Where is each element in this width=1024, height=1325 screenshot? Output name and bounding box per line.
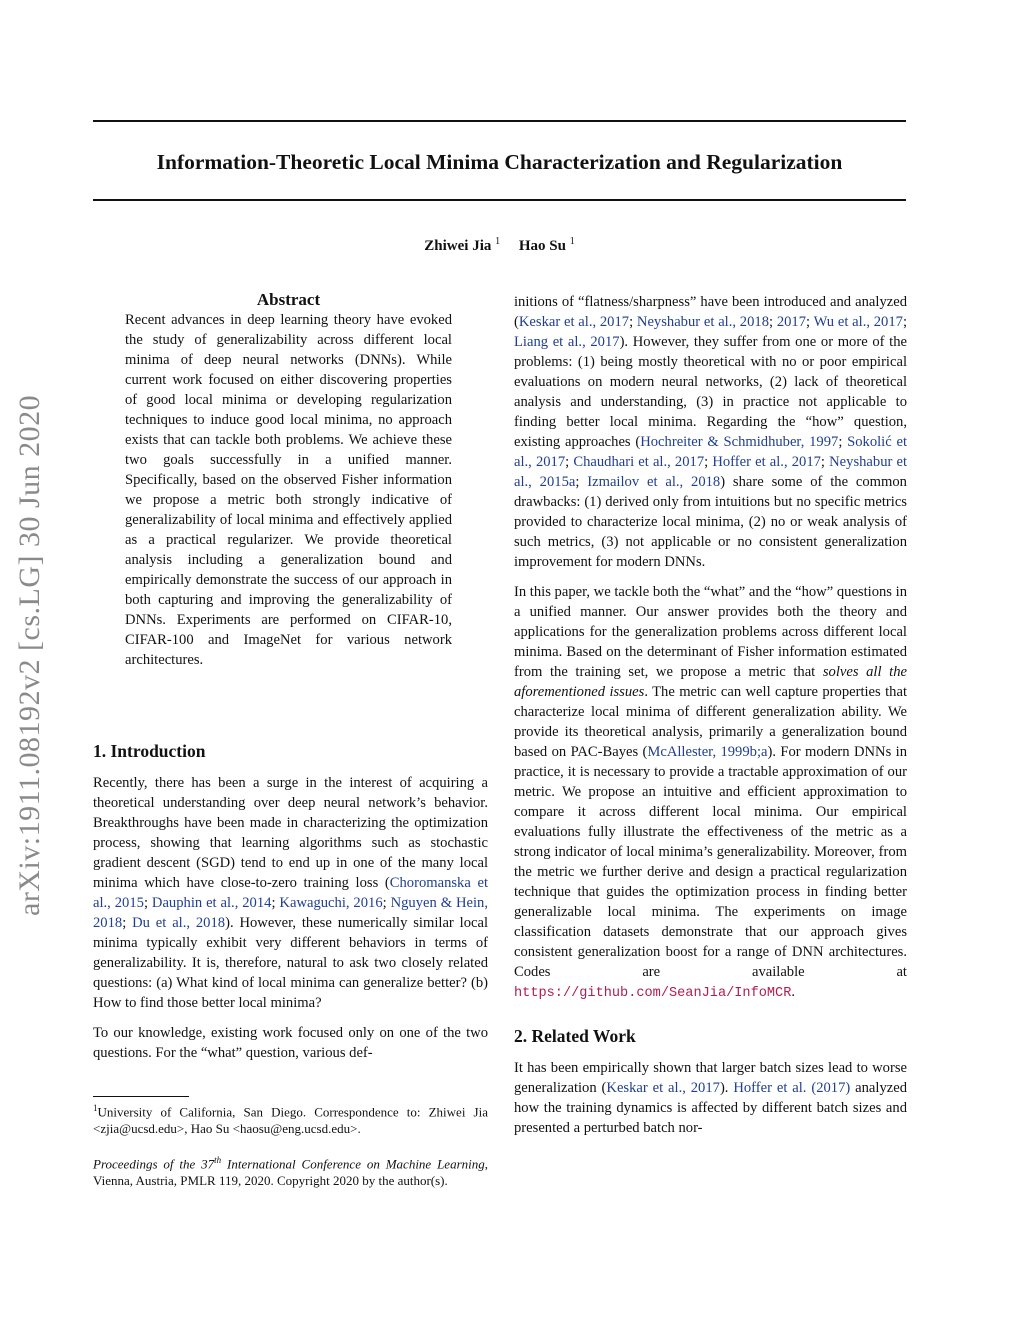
intro-paragraph: Recently, there has been a surge in the interest of acquiring a theoretical understanding over deep neural network’s behavior. Breakthroughs have been made in characterizing the optimization process, showing that learning algorithms such as stochastic gradient descent (SGD) tend to end up in one of the many local minima which have close-to-zero training loss (Choromanska et al., 2015; Dauphin et al., 2014; Kawaguchi, 2016; Nguyen & Hein, 2018; Du et al., 2018). However, these numerically similar local minima typically exhibit very different behaviors in terms of generalizability. It is, therefore, natural to ask two closely related questions: (a) What kind of local minima can generalize better? (b) How to find those better local minima?: [93, 775, 488, 1011]
body-paragraph: initions of “flatness/sharpness” have been introduced and analyzed (Keskar et al., 2017; Neyshabur et al., 2018; 2017; Wu et al., 2017; Liang et al., 2017). However, they suffer from one or more of the problems: (1) being mostly theoretical with no or poor empirical evaluations on modern neural networks, (2) lack of theoretical analysis and understanding, (3) in practice not applicable to finding better local minima. Regarding the “how” question, existing approaches (Hochreiter & Schmidhuber, 1997; Sokolić et al., 2017; Chaudhari et al., 2017; Hoffer et al., 2017; Neyshabur et al., 2015a; Izmailov et al., 2018) share some of the common drawbacks: (1) derived only from intuitions but no specific metrics provided to characterize local minima, (2) no or weak analysis of such metrics, (3) not applicable or no consistent generalization improvement for modern DNNs.: [514, 294, 908, 570]
citation-link[interactable]: Wu et al., 2017: [813, 314, 903, 330]
section-heading-related: 2. Related Work: [514, 1026, 636, 1046]
text-run: , Vienna, Austria, PMLR 119, 2020. Copyright 2020 by the author(s).: [93, 1156, 488, 1189]
title-bottom-rule: [93, 199, 906, 201]
text-run: University of California, San Diego. Correspondence to: Zhiwei Jia <zjia@ucsd.edu>, Hao Su <haosu@eng.ucsd.edu>.: [93, 1104, 488, 1137]
abstract-block: [125, 290, 452, 670]
abstract-text: Recent advances in deep learning theory have evoked the study of generalizability across different local minima of deep neural networks (DNNs). While current work focused on either discovering properties of good local minima or developing regularization techniques to induce good local minima, no approach exists that can tackle both problems. We achieve these two goals successfully in a unified manner. Specifically, based on the observed Fisher information we propose a metric both strongly indicative of generalizability of local minima and effectively applied as a practical regularizer. We provide theoretical analysis including a generalization bound and empirically demonstrate the success of our approach in both capturing and improving the generalizability of DNNs. Experiments are performed on CIFAR-10, CIFAR-100 and ImageNet for various network architectures.: [125, 312, 452, 668]
text-run: ) share some of the common drawbacks: (1) derived only from intuitions but no specific metrics provided to characterize local minima, (2) no or weak analysis of such metrics, (3) not applicable or no consistent generalization improvement for modern DNNs.: [514, 474, 907, 570]
citation-link[interactable]: Hoffer et al., 2017: [712, 454, 821, 470]
text-run: analyzed how the training dynamics is affected by different batch sizes and presented a perturbed batch nor-: [514, 1080, 907, 1136]
body-paragraph: [514, 582, 907, 1004]
citation-link[interactable]: Dauphin et al., 2014: [151, 895, 272, 911]
footnote-proceedings: [93, 1152, 488, 1189]
text-run: ). However, they suffer from one or more of the problems: (1) being mostly theoretical with no or poor empirical evaluations on modern neural networks, (2) lack of theoretical analysis and understanding, (3) in practice not applicable to finding better local minima. Regarding the “how” question, existing approaches (: [514, 334, 907, 450]
author-list: [93, 236, 906, 255]
text-run: Proceedings of the: [93, 1156, 202, 1172]
arxiv-stamp: arXiv:1911.08192v2 [cs.LG] 30 Jun 2020: [13, 394, 46, 916]
text-run: . The metric can well capture properties that characterize local minima of different generalization ability. We provide its theoretical analysis, primarily a generalization bound based on PAC-Bayes (: [514, 684, 907, 760]
title-top-rule: [93, 120, 906, 122]
text-run: International Conference on Machine Learning: [221, 1156, 485, 1172]
citation-link[interactable]: Choromanska et al., 2015: [93, 875, 488, 911]
intro-section: [93, 741, 488, 1063]
text-run: 37: [201, 1156, 215, 1172]
section-heading-intro: 1. Introduction: [93, 741, 206, 761]
citation-link[interactable]: Kawaguchi, 2016: [279, 895, 383, 911]
citation-link[interactable]: Chaudhari et al., 2017: [573, 454, 705, 470]
citation-link[interactable]: Liang et al., 2017: [514, 334, 620, 350]
citation-link[interactable]: Keskar et al., 2017: [518, 314, 630, 330]
text-run: Recently, there has been a surge in the interest of acquiring a theoretical understanding over deep neural network’s behavior. Breakthroughs have been made in characterizing the optimization process, showing that learning algorithms such as stochastic gradient descent (SGD) tend to end up in one of the many local minima which have close-to-zero training loss (: [93, 775, 488, 891]
emphasis-text: solves all the aforementioned issues: [514, 664, 907, 700]
text-run: ). For modern DNNs in practice, it is necessary to provide a tractable approximation of our metric. We propose an intuitive and efficient approximation to compare it across different local minima. Our empirical evaluations fully illustrate the effectiveness of the metric as a strong indicator of local minima’s generalizability. Moreover, from the metric we further derive and design a practical regularization technique that guides the optimization process in finding better generalizable local minima. The experiments on image classification datasets demonstrate that our approach gives consistent generalization boost for a range of DNN architectures. Codes are available at: [514, 744, 907, 980]
text-run: It has been empirically shown that larger batch sizes lead to worse generalization (: [514, 1060, 907, 1096]
body-paragraph: [514, 1058, 907, 1138]
author-affil: 1: [569, 236, 575, 247]
citation-link[interactable]: Keskar et al., 2017: [606, 1080, 720, 1096]
citation-link[interactable]: 2017: [776, 314, 807, 330]
citation-link[interactable]: Nguyen & Hein, 2018: [93, 895, 488, 931]
footnote-mark: 1: [93, 1103, 98, 1113]
text-run: ). However, these numerically similar local minima typically exhibit very different behaviors in terms of generalizability. It is, therefore, natural to ask two closely related questions: (a) What kind of local minima can generalize better? (b) How to find those better local minima?: [93, 915, 488, 1011]
citation-link[interactable]: Du et al., 2018: [132, 915, 226, 931]
citation-link[interactable]: Izmailov et al., 2018: [587, 474, 721, 490]
citation-link[interactable]: Sokolić et al., 2017: [514, 434, 908, 470]
intro-paragraph: To our knowledge, existing work focused only on one of the two questions. For the “what” question, various def-: [93, 1025, 488, 1061]
text-run: initions of “flatness/sharpness” have been introduced and analyzed (: [514, 294, 907, 330]
author-name: Hao Su: [518, 238, 566, 254]
footnote-rule: [93, 1096, 189, 1097]
code-repo-link[interactable]: https://github.com/SeanJia/InfoMCR: [514, 986, 792, 1001]
paper-title: Information-Theoretic Local Minima Characterization and Regularization: [156, 150, 843, 174]
text-run: th: [214, 1155, 222, 1165]
abstract-heading: Abstract: [256, 290, 321, 309]
text-run: ).: [719, 1080, 734, 1096]
text-run: In this paper, we tackle both the “what” and the “how” questions in a unified manner. Our answer provides both the theory and applications for the generalization problems across different local minima. Based on the determinant of Fisher information estimated from the training set, we propose a metric that: [514, 584, 907, 680]
citation-link[interactable]: Hochreiter & Schmidhuber, 1997: [640, 434, 839, 450]
right-column: [514, 292, 907, 1138]
citation-link[interactable]: McAllester, 1999b;a: [647, 744, 768, 760]
footnote-affiliation: [93, 1100, 488, 1137]
author-affil: 1: [495, 236, 501, 247]
citation-link[interactable]: Neyshabur et al., 2018: [636, 314, 769, 330]
author-name: Zhiwei Jia: [424, 238, 492, 254]
citation-link[interactable]: Hoffer et al. (2017): [733, 1080, 851, 1096]
citation-link[interactable]: Neyshabur et al., 2015a: [514, 454, 908, 490]
text-run: .: [791, 984, 796, 1000]
